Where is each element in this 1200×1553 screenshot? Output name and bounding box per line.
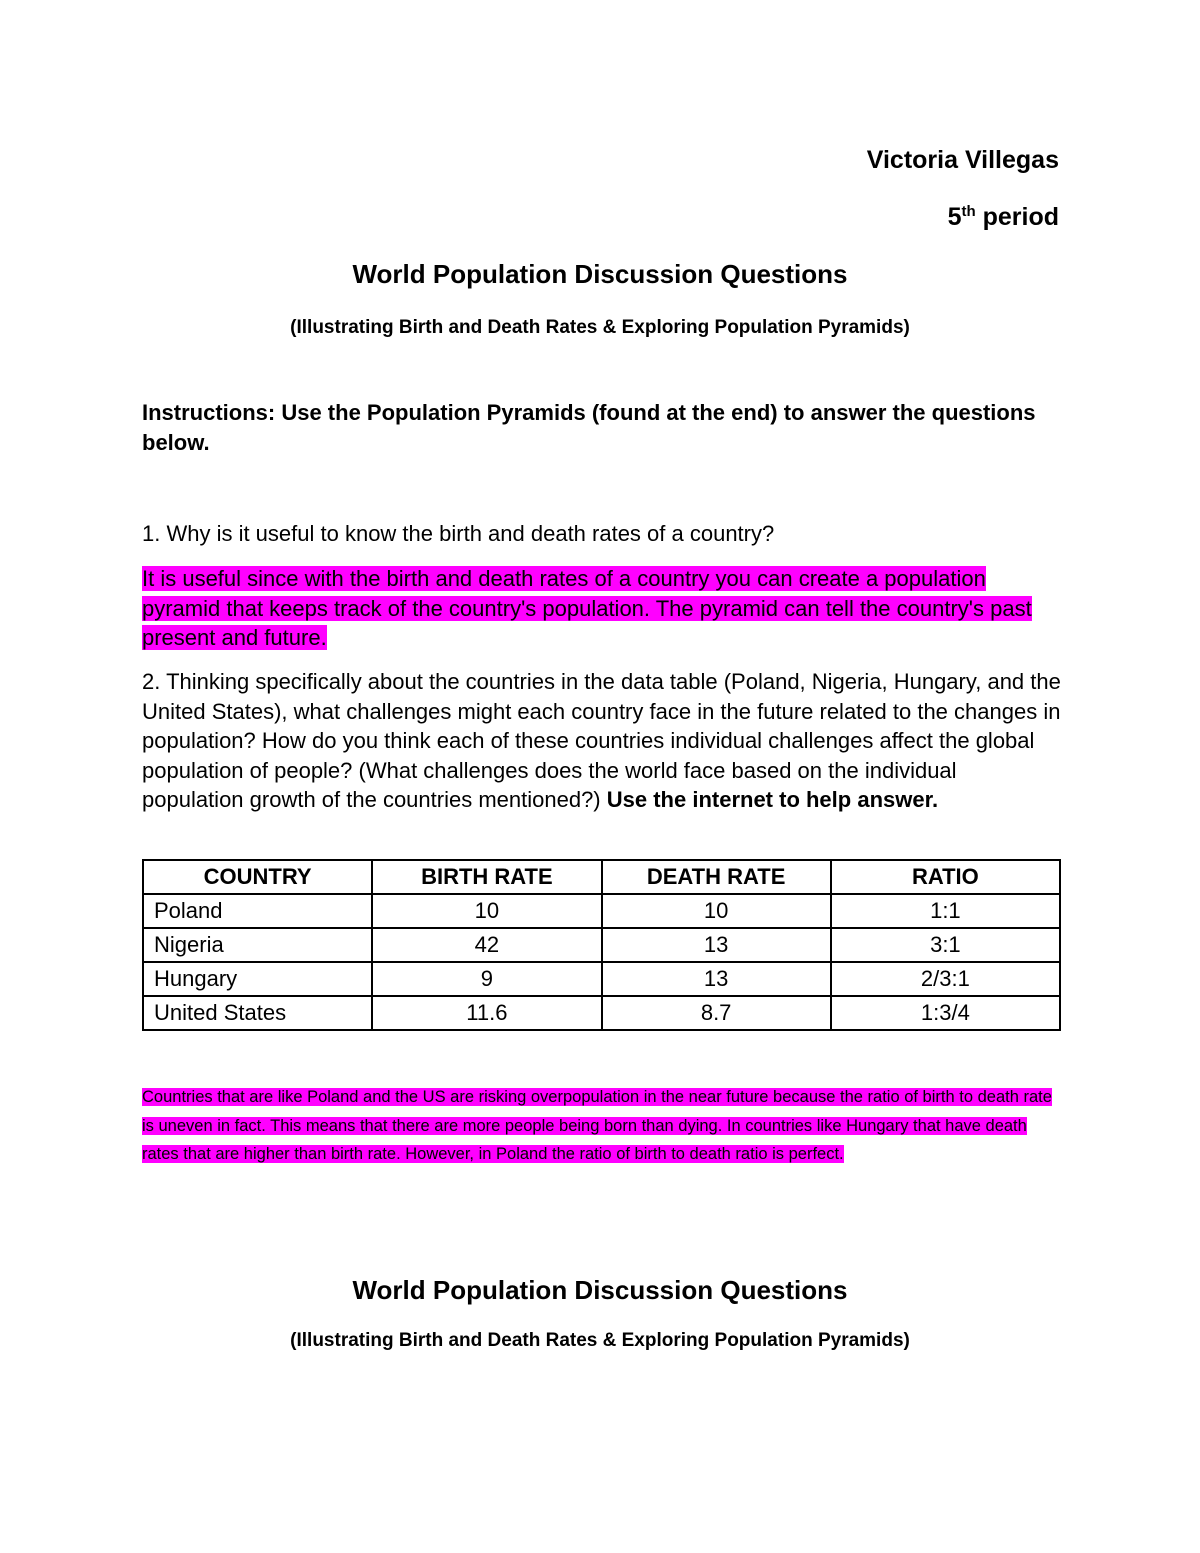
answer-1 — [142, 564, 1060, 653]
ratio-cell: 2/3:1 — [831, 962, 1060, 996]
answer-1-text: It is useful since with the birth and death rates of a country you can create a population pyramid that keeps track of the country's population. The pyramid can tell the country's past present and future. — [142, 566, 1032, 650]
page-subtitle: (Illustrating Birth and Death Rates & Exploring Population Pyramids) — [290, 317, 910, 338]
header-ratio: RATIO — [831, 860, 1060, 894]
question-2 — [142, 667, 1062, 815]
footer-subtitle: (Illustrating Birth and Death Rates & Exploring Population Pyramids) — [290, 1330, 910, 1351]
class-period — [948, 203, 1059, 232]
country-cell: Poland — [143, 894, 372, 928]
answer-2-text: Countries that are like Poland and the US are risking overpopulation in the near future because the ratio of birth to death rate is uneven in fact. This means that there are more people being born than dying. In countries like Hungary that have death rates that are higher than birth rate. However, in Poland the ratio of birth to death ratio is perfect. — [142, 1088, 1052, 1163]
header-birth-rate: BIRTH RATE — [372, 860, 601, 894]
birth-rate-cell: 10 — [372, 894, 601, 928]
table-row — [143, 928, 1060, 962]
period-label: period — [975, 203, 1059, 231]
death-rate-cell: 13 — [602, 928, 831, 962]
country-cell: United States — [143, 996, 372, 1030]
death-rate-cell: 10 — [602, 894, 831, 928]
table-header-row — [143, 860, 1060, 894]
instructions: Instructions: Use the Population Pyramids (found at the end) to answer the questions below. — [142, 400, 1036, 455]
ratio-cell: 1:1 — [831, 894, 1060, 928]
page-title: World Population Discussion Questions — [352, 259, 848, 289]
ratio-cell: 3:1 — [831, 928, 1060, 962]
table-row — [143, 894, 1060, 928]
death-rate-cell: 13 — [602, 962, 831, 996]
population-data-table — [142, 859, 1061, 1031]
birth-rate-cell: 42 — [372, 928, 601, 962]
country-cell: Nigeria — [143, 928, 372, 962]
country-cell: Hungary — [143, 962, 372, 996]
table-row — [143, 996, 1060, 1030]
answer-2 — [142, 1083, 1062, 1169]
ratio-cell: 1:3/4 — [831, 996, 1060, 1030]
birth-rate-cell: 11.6 — [372, 996, 601, 1030]
header-death-rate: DEATH RATE — [602, 860, 831, 894]
student-name: Victoria Villegas — [866, 146, 1059, 174]
question-2-text: 2. Thinking specifically about the countries in the data table (Poland, Nigeria, Hungary, and the United States), what challenges might each country face in the future related to the changes in population? How do you think each of these countries individual challenges affect the global population of people? (What challenges does the world face based on the individual population growth of the countries mentioned?) — [142, 669, 1061, 812]
question-2-bold-text: Use the internet to help answer. — [606, 787, 939, 812]
footer-title: World Population Discussion Questions — [352, 1275, 848, 1305]
table-row — [143, 962, 1060, 996]
header-country: COUNTRY — [143, 860, 372, 894]
period-number: 5 — [947, 203, 962, 231]
period-suffix: th — [961, 203, 976, 220]
birth-rate-cell: 9 — [372, 962, 601, 996]
question-1: 1. Why is it useful to know the birth and death rates of a country? — [142, 521, 775, 546]
death-rate-cell: 8.7 — [602, 996, 831, 1030]
